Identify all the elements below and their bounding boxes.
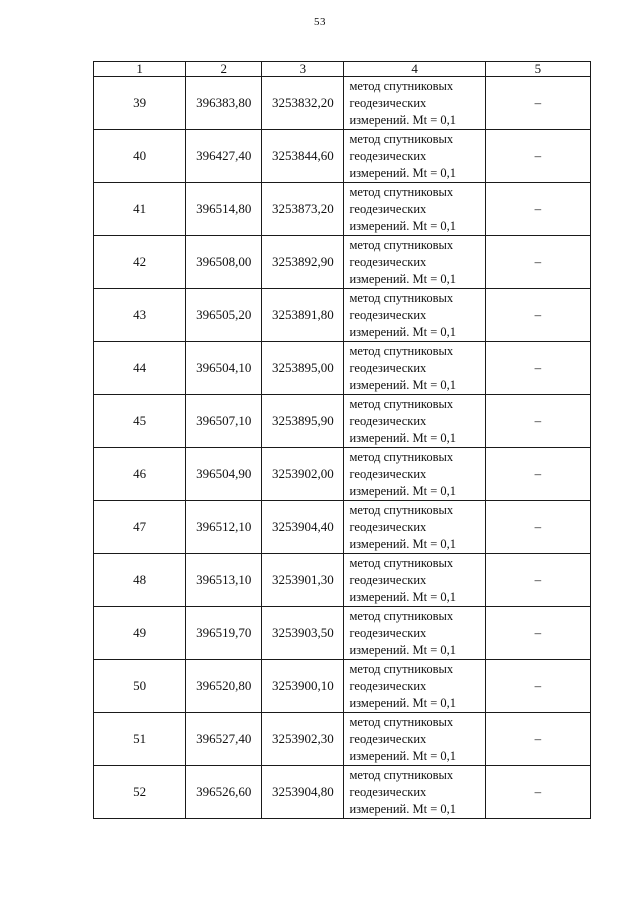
method-cell [344,448,485,501]
method-cell [344,554,485,607]
note-cell: – [485,660,590,713]
method-text-line: метод спутниковых [349,502,454,517]
method-text-line: измерений. Mt = 0,1 [349,271,457,286]
method-cell [344,183,485,236]
method-cell [344,77,485,130]
table-row [94,395,591,448]
x-coordinate-cell: 396526,60 [186,766,262,819]
table-row [94,236,591,289]
method-text-line: метод спутниковых [349,290,454,305]
x-coordinate-cell: 396505,20 [186,289,262,342]
y-coordinate-cell: 3253844,60 [262,130,344,183]
note-cell: – [485,713,590,766]
note-cell: – [485,554,590,607]
x-coordinate-cell: 396519,70 [186,607,262,660]
method-text-line: метод спутниковых [349,131,454,146]
y-coordinate-cell: 3253904,40 [262,501,344,554]
note-cell: – [485,766,590,819]
method-cell [344,607,485,660]
y-coordinate-cell: 3253900,10 [262,660,344,713]
method-text-line: измерений. Mt = 0,1 [349,589,457,604]
method-text-line: метод спутниковых [349,767,454,782]
point-number-cell: 43 [94,289,186,342]
note-cell: – [485,607,590,660]
y-coordinate-cell: 3253891,80 [262,289,344,342]
x-coordinate-cell: 396513,10 [186,554,262,607]
x-coordinate-cell: 396383,80 [186,77,262,130]
table-body [94,77,591,819]
method-text-line: метод спутниковых [349,396,454,411]
point-number-cell: 40 [94,130,186,183]
method-text-line: геодезических [349,678,427,693]
point-number-cell: 44 [94,342,186,395]
note-cell: – [485,395,590,448]
note-cell: – [485,342,590,395]
method-text-line: измерений. Mt = 0,1 [349,748,457,763]
point-number-cell: 48 [94,554,186,607]
method-text-line: измерений. Mt = 0,1 [349,377,457,392]
x-coordinate-cell: 396508,00 [186,236,262,289]
method-text-line: измерений. Mt = 0,1 [349,430,457,445]
note-cell: – [485,236,590,289]
method-cell [344,289,485,342]
method-text-line: измерений. Mt = 0,1 [349,801,457,816]
point-number-cell: 39 [94,77,186,130]
table-row [94,607,591,660]
x-coordinate-cell: 396504,10 [186,342,262,395]
y-coordinate-cell: 3253895,00 [262,342,344,395]
method-text-line: измерений. Mt = 0,1 [349,536,457,551]
method-text-line: измерений. Mt = 0,1 [349,112,457,127]
table-row [94,554,591,607]
y-coordinate-cell: 3253902,00 [262,448,344,501]
method-text-line: геодезических [349,625,427,640]
method-text-line: геодезических [349,413,427,428]
table-row [94,766,591,819]
method-text-line: метод спутниковых [349,608,454,623]
table-row [94,448,591,501]
note-cell: – [485,289,590,342]
x-coordinate-cell: 396427,40 [186,130,262,183]
y-coordinate-cell: 3253902,30 [262,713,344,766]
method-text-line: метод спутниковых [349,714,454,729]
y-coordinate-cell: 3253892,90 [262,236,344,289]
point-number-cell: 51 [94,713,186,766]
method-cell [344,342,485,395]
method-text-line: метод спутниковых [349,661,454,676]
x-coordinate-cell: 396504,90 [186,448,262,501]
method-text-line: измерений. Mt = 0,1 [349,324,457,339]
method-text-line: измерений. Mt = 0,1 [349,695,457,710]
note-cell: – [485,130,590,183]
method-cell [344,236,485,289]
method-text-line: метод спутниковых [349,237,454,252]
table-row [94,342,591,395]
point-number-cell: 46 [94,448,186,501]
method-text-line: геодезических [349,731,427,746]
x-coordinate-cell: 396507,10 [186,395,262,448]
note-cell: – [485,77,590,130]
y-coordinate-cell: 3253873,20 [262,183,344,236]
method-text-line: метод спутниковых [349,343,454,358]
column-header-3: 3 [262,62,344,77]
method-text-line: измерений. Mt = 0,1 [349,218,457,233]
y-coordinate-cell: 3253895,90 [262,395,344,448]
point-number-cell: 47 [94,501,186,554]
method-text-line: геодезических [349,148,427,163]
point-number-cell: 50 [94,660,186,713]
y-coordinate-cell: 3253903,50 [262,607,344,660]
method-text-line: геодезических [349,360,427,375]
y-coordinate-cell: 3253901,30 [262,554,344,607]
x-coordinate-cell: 396527,40 [186,713,262,766]
method-text-line: геодезических [349,254,427,269]
table-header-row [94,62,591,77]
method-text-line: метод спутниковых [349,449,454,464]
x-coordinate-cell: 396512,10 [186,501,262,554]
method-text-line: измерений. Mt = 0,1 [349,483,457,498]
table-row [94,501,591,554]
column-header-1: 1 [94,62,186,77]
note-cell: – [485,501,590,554]
table-row [94,660,591,713]
method-text-line: геодезических [349,307,427,322]
method-text-line: геодезических [349,466,427,481]
table-row [94,130,591,183]
method-cell [344,713,485,766]
note-cell: – [485,448,590,501]
point-number-cell: 52 [94,766,186,819]
page-number: 53 [314,16,326,28]
method-cell [344,660,485,713]
y-coordinate-cell: 3253904,80 [262,766,344,819]
method-text-line: метод спутниковых [349,78,454,93]
method-text-line: метод спутниковых [349,184,454,199]
method-text-line: геодезических [349,572,427,587]
method-cell [344,766,485,819]
table-row [94,289,591,342]
method-text-line: метод спутниковых [349,555,454,570]
method-text-line: геодезических [349,519,427,534]
point-number-cell: 42 [94,236,186,289]
table-row [94,713,591,766]
method-text-line: геодезических [349,784,427,799]
column-header-2: 2 [186,62,262,77]
method-cell [344,395,485,448]
note-cell: – [485,183,590,236]
point-number-cell: 41 [94,183,186,236]
table-row [94,183,591,236]
method-text-line: геодезических [349,201,427,216]
method-text-line: измерений. Mt = 0,1 [349,642,457,657]
column-header-5: 5 [485,62,590,77]
table-row [94,77,591,130]
method-cell [344,130,485,183]
x-coordinate-cell: 396514,80 [186,183,262,236]
point-number-cell: 49 [94,607,186,660]
x-coordinate-cell: 396520,80 [186,660,262,713]
method-cell [344,501,485,554]
coordinates-table [93,61,591,819]
method-text-line: измерений. Mt = 0,1 [349,165,457,180]
y-coordinate-cell: 3253832,20 [262,77,344,130]
method-text-line: геодезических [349,95,427,110]
point-number-cell: 45 [94,395,186,448]
column-header-4: 4 [344,62,485,77]
